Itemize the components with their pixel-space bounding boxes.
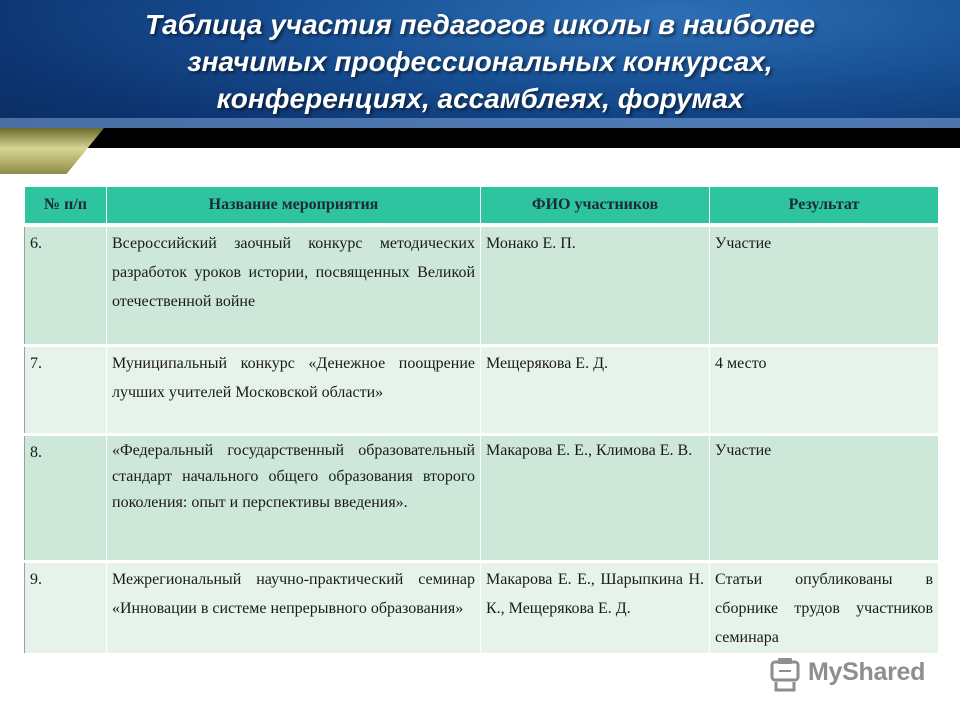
title-line: конференциях, ассамблеях, форумах [216, 83, 744, 114]
cell-event: «Федеральный государственный образовательный стандарт начального общего образования второго поколения: опыт и перспективы введения». [107, 435, 481, 562]
table-row [25, 435, 939, 562]
cell-event: Муниципальный конкурс «Денежное поощрение лучших учителей Московской области» [107, 346, 481, 435]
header-num: № п/п [25, 187, 107, 226]
gold-accent [0, 128, 104, 174]
header-band [0, 128, 960, 148]
cell-event: Межрегиональный научно-практический семинар «Инновации в системе непрерывного образования» [107, 562, 481, 654]
cell-participants: Макарова Е. Е., Климова Е. В. [481, 435, 710, 562]
header-event: Название мероприятия [107, 187, 481, 226]
participation-table [24, 186, 939, 653]
cell-event: Всероссийский заочный конкурс методических разработок уроков истории, посвященных Великой отечественной войне [107, 225, 481, 346]
cell-participants: Макарова Е. Е., Шарыпкина Н. К., Мещерякова Е. Д. [481, 562, 710, 654]
cell-participants: Монако Е. П. [481, 225, 710, 346]
header-result: Результат [710, 187, 939, 226]
cell-result: Статьи опубликованы в сборнике трудов участников семинара [710, 562, 939, 654]
table-row [25, 562, 939, 654]
cell-num: 8. [25, 435, 107, 562]
table-row [25, 225, 939, 346]
cell-num: 6. [25, 225, 107, 346]
title-line: значимых профессиональных конкурсах, [187, 46, 773, 77]
table-row [25, 346, 939, 435]
slide-title [40, 6, 920, 117]
cell-result: 4 место [710, 346, 939, 435]
title-line: Таблица участия педагогов школы в наиболее [144, 9, 816, 40]
cell-result: Участие [710, 225, 939, 346]
cell-num: 7. [25, 346, 107, 435]
header-stripe [0, 118, 960, 128]
header-participants: ФИО участников [481, 187, 710, 226]
cell-num: 9. [25, 562, 107, 654]
cell-result: Участие [710, 435, 939, 562]
watermark-text: MyShared [808, 658, 926, 686]
slide-header [0, 0, 960, 148]
cell-participants: Мещерякова Е. Д. [481, 346, 710, 435]
table-header-row [25, 187, 939, 226]
